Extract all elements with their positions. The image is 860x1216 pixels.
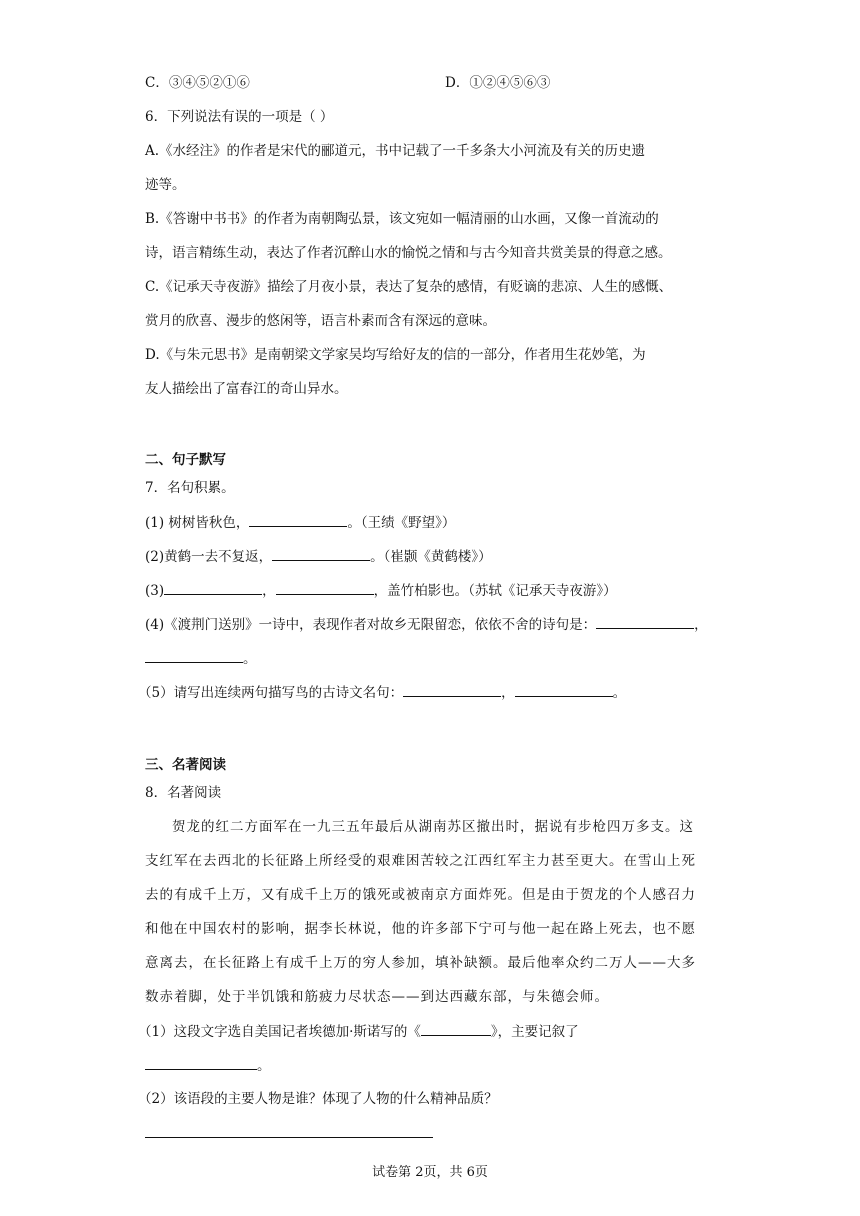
answer-blank[interactable] — [596, 614, 694, 629]
fill-in-3-separator: ， — [262, 583, 276, 599]
option-c: C．③④⑤②①⑥ — [145, 75, 250, 91]
answer-blank[interactable] — [403, 682, 501, 697]
passage-line-4: 和他在中国农村的影响，据李长林说，他的许多部下宁可与他一起在路上死去，也不愿 — [145, 921, 696, 937]
section-3-heading: 三、名著阅读 — [145, 757, 226, 773]
fill-in-3-suffix: ，盖竹柏影也。（苏轼《记承天寺夜游》） — [373, 583, 617, 599]
sub-question-1-suffix: 》，主要记叙了 — [490, 1024, 579, 1040]
fill-in-2-suffix: 。（崔颢《黄鹤楼》） — [370, 549, 492, 565]
fill-in-5 — [138, 682, 626, 703]
q6-option-c-line2: 赏月的欣喜、漫步的悠闲等，语言朴素而含有深远的意味。 — [145, 313, 496, 329]
sub-question-1 — [138, 1021, 579, 1042]
fill-in-4-prefix: (4)《渡荆门送别》一诗中，表现作者对故乡无限留恋，依依不舍的诗句是： — [145, 617, 597, 633]
section-2-heading: 二、句子默写 — [145, 452, 226, 468]
answer-blank[interactable] — [272, 546, 370, 561]
passage-line-2: 支红军在去西北的长征路上所经受的艰难困苦较之江西红军主力甚至更大。在雪山上死 — [145, 853, 696, 869]
q6-option-d-line1: D.《与朱元思书》是南朝梁文学家吴均写给好友的信的一部分，作者用生花妙笔，为 — [145, 347, 646, 363]
fill-in-3 — [145, 580, 617, 601]
fill-in-2 — [145, 546, 492, 567]
fill-in-1-suffix: 。（王绩《野望》） — [347, 515, 456, 531]
passage-line-3: 去的有成千上万，又有成千上万的饿死或被南京方面炸死。但是由于贺龙的个人感召力 — [145, 887, 696, 903]
answer-blank[interactable] — [421, 1021, 491, 1036]
page-footer: 试卷第 2页，共 6页 — [372, 1165, 488, 1180]
sub-question-2: （2）该语段的主要人物是谁？体现了人物的什么精神品质？ — [138, 1091, 498, 1107]
fill-in-1-prefix: (1) 树树皆秋色， — [145, 515, 250, 531]
answer-blank[interactable] — [276, 580, 374, 595]
sub-question-1-cont — [145, 1055, 271, 1076]
answer-blank[interactable] — [164, 580, 262, 595]
answer-blank[interactable] — [249, 512, 347, 527]
sub-question-1-end: 。 — [257, 1058, 271, 1074]
q6-option-a-line1: A.《水经注》的作者是宋代的郦道元，书中记载了一千多条大小河流及有关的历史遗 — [145, 143, 646, 159]
fill-in-1 — [145, 512, 455, 533]
fill-in-4-end: 。 — [243, 651, 257, 667]
passage-line-5: 意离去，在长征路上有成千上万的穷人参加，填补缺额。最后他率众约二万人——大多 — [145, 955, 696, 971]
q6-option-a-line2: 迹等。 — [145, 177, 186, 193]
fill-in-5-prefix: （5）请写出连续两句描写鸟的古诗文名句： — [138, 685, 404, 701]
question-8-stem: 8．名著阅读 — [145, 785, 222, 801]
fill-in-5-end: 。 — [612, 685, 627, 701]
passage-line-1: 贺龙的红二方面军在一九三五年最后从湖南苏区撤出时，据说有步枪四万多支。这 — [172, 819, 694, 835]
q6-option-c-line1: C.《记承天寺夜游》描绘了月夜小景，表达了复杂的感情，有贬谪的悲凉、人生的感慨、 — [145, 279, 673, 295]
answer-blank[interactable] — [145, 1055, 257, 1070]
answer-line[interactable] — [145, 1137, 433, 1138]
q6-option-b-line2: 诗，语言精练生动，表达了作者沉醉山水的愉悦之情和与古今知音共赏美景的得意之感。 — [145, 245, 672, 261]
fill-in-3-prefix: (3) — [145, 583, 165, 599]
answer-blank[interactable] — [515, 682, 613, 697]
q6-option-b-line1: B.《答谢中书书》的作者为南朝陶弘景，该文宛如一幅清丽的山水画，又像一首流动的 — [145, 211, 659, 227]
fill-in-4-separator: ， — [694, 617, 708, 633]
fill-in-2-prefix: (2)黄鹤一去不复返， — [145, 549, 273, 565]
question-6-stem: 6．下列说法有误的一项是（ ） — [145, 109, 334, 125]
question-7-stem: 7．名句积累。 — [145, 480, 235, 496]
fill-in-4 — [145, 614, 708, 635]
passage-line-6: 数赤着脚，处于半饥饿和筋疲力尽状态——到达西藏东部，与朱德会师。 — [145, 989, 609, 1005]
sub-question-1-prefix: （1）这段文字选自美国记者埃德加·斯诺写的《 — [138, 1024, 421, 1040]
fill-in-5-separator: ， — [501, 685, 515, 701]
q6-option-d-line2: 友人描绘出了富春江的奇山异水。 — [145, 381, 348, 397]
option-d: D．①②④⑤⑥③ — [445, 75, 551, 91]
fill-in-4-cont — [145, 648, 257, 669]
answer-blank[interactable] — [145, 648, 243, 663]
